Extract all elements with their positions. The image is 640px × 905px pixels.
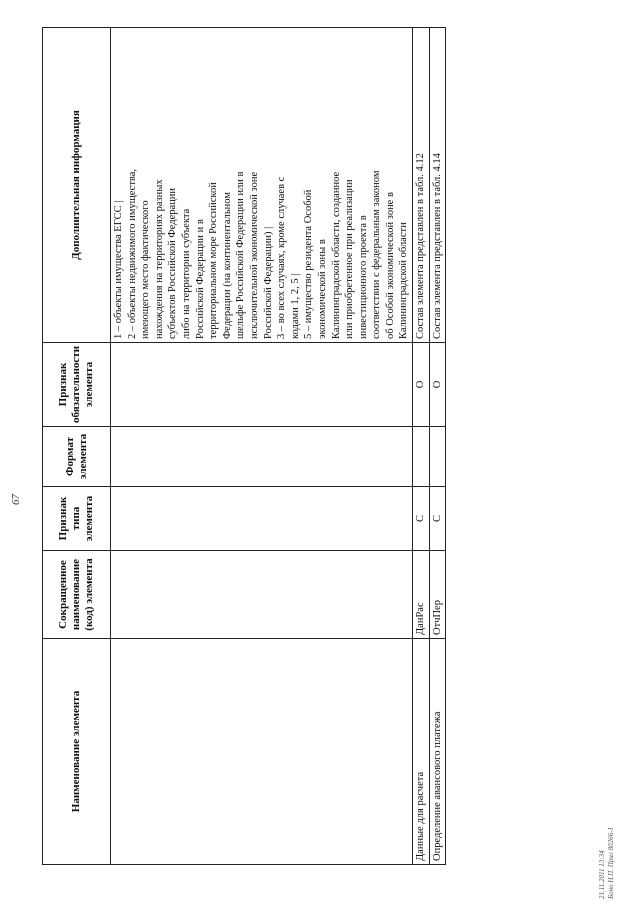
cell-type: С [429,487,446,551]
header-element-code: Сокращенное наименование (код) элемента [43,551,111,639]
header-element-type: Признак типа элемента [43,487,111,551]
info-line: 1 – объекты имущества ЕГСС | [113,200,124,339]
cell-code: ДанРас [413,551,430,639]
info-line: 5 – имущество резидента Особой [303,189,315,339]
table-row [111,28,413,865]
cell-required: О [413,343,430,427]
table-row [429,28,446,865]
page-number: 67 [10,494,22,505]
table-row [413,28,430,865]
info-line: кодами 1, 2, 5 | [289,273,301,339]
info-line: шельфе Российской Федерации или в [235,171,247,339]
stamp-line: 21.11.2011 13:34 [598,850,606,899]
info-line: либо на территории субъекта [180,208,192,339]
info-line: исключительной экономической зоне [248,171,260,339]
info-line: или приобретенное при реализации [344,179,356,339]
info-line: субъектов Российской Федерации [167,187,179,339]
info-line: Калининградской области [398,222,410,339]
cell-format [111,427,413,487]
cell-type [111,487,413,551]
cell-additional-info [111,28,413,343]
cell-additional-info: Состав элемента представлен в табл. 4.12 [413,28,430,343]
info-line: Федерации (на континентальном [221,192,233,339]
info-line: инвестиционного проекта в [357,215,369,339]
elements-table [42,27,446,865]
info-line: Калининградской области, созданное [330,171,342,339]
stamp-line: Боно Н.П. Прил 80266-1 [607,827,615,899]
info-line: 2 – объекты недвижимого имущества, [126,168,138,339]
cell-format [429,427,446,487]
info-line: 3 – во всех случаях, кроме случаев с [276,176,288,339]
info-line: имеющего место фактического [140,200,152,339]
info-line: об Особой экономической зоне в [384,192,396,339]
header-element-name: Наименование элемента [43,639,111,865]
info-line: экономической зоны в [316,239,328,339]
header-additional-info: Дополнительная информация [43,28,111,343]
cell-code: ОтчПер [429,551,446,639]
header-element-required: Признак обязательности элемента [43,343,111,427]
cell-code [111,551,413,639]
cell-required [111,343,413,427]
info-line: нахождения на территориях разных [153,179,165,339]
print-stamp [598,827,616,899]
cell-name [111,639,413,865]
cell-name: Определение авансового платежа [429,639,446,865]
info-line: Российской Федерации и в [194,219,206,339]
cell-additional-info: Состав элемента представлен в табл. 4.14 [429,28,446,343]
cell-name: Данные для расчета [413,639,430,865]
cell-required: О [429,343,446,427]
header-element-format: Формат элемента [43,427,111,487]
table-header-row [43,28,111,865]
cell-format [413,427,430,487]
info-line: территориальном море Российской [208,182,220,339]
cell-type: С [413,487,430,551]
info-line: Российской Федерации) | [262,226,274,339]
info-line: соответствии с федеральным законом [371,170,383,339]
